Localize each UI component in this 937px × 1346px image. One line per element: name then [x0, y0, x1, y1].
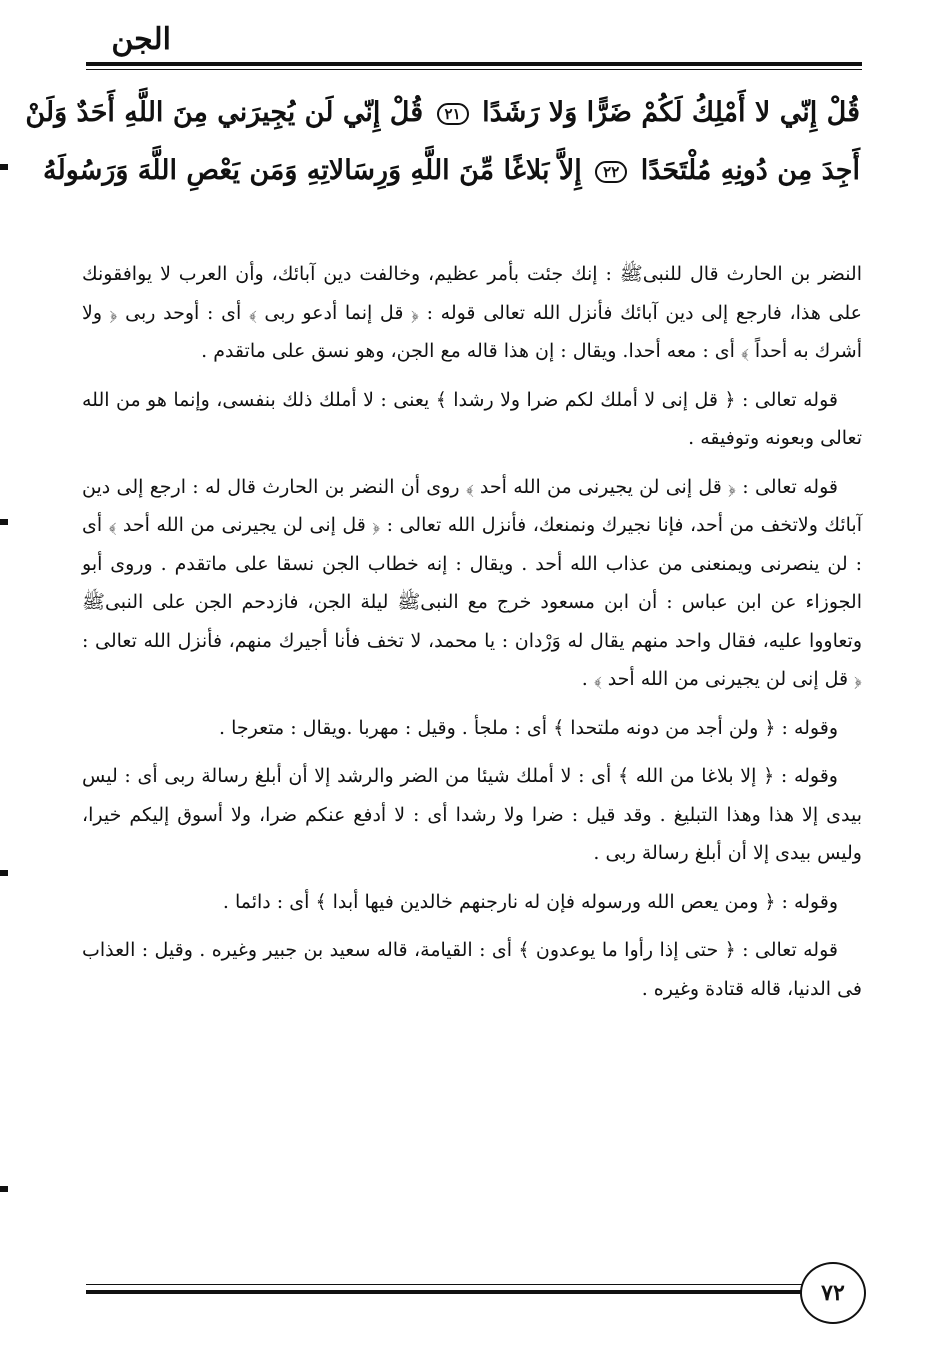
surah-title: الجن — [111, 22, 171, 57]
header-rule-bottom — [86, 69, 862, 70]
commentary-paragraph: وقوله : ﴿ ولن أجد من دونه ملتحدا ﴾ أى : ملجأ . وقيل : مهربا .ويقال : متعرجا . — [219, 716, 838, 739]
header-rule-top — [86, 62, 862, 66]
quran-line-1 — [25, 84, 860, 142]
commentary-paragraph: قوله تعالى : ﴿ حتى إذا رأوا ما يوعدون ﴾ أى : القيامة، قاله سعيد بن جبير وغيره . وقيل : العذاب فى الدنيا، قاله قتادة وغيره . — [82, 939, 862, 1000]
page-number: ٧٢ — [821, 1280, 845, 1306]
ayah-number-21: ٢١ — [437, 103, 469, 125]
commentary-paragraph: قوله تعالى : ﴿ قل إنى لن يجيرنى من الله أحد ﴾ روى أن النضر بن الحارث قال له : ارجع إلى دين آبائك ولاتخف من أحد، فإنا نجيرك ونمنعك، فأنزل الله تعالى : ﴿ قل إنى لن يجيرنى من الله أحد ﴾ أى : لن ينصرنى ويمنعنى من عذاب الله أحد . ويقال : إنه خطاب الجن نسقا على ماتقدم . وروى أبو الجوزاء عن ابن عباس : أن ابن مسعود خرج مع النبىﷺ ليلة الجن، فازدحم الجن على النبىﷺ وتعاووا عليه، فقال واحد منهم يقال له وَرْدان : يا محمد، لا تخف فأنا أجيرك منهم، فأنزل الله تعالى : ﴿ قل إنى لن يجيرنى من الله أحد ﴾ . — [82, 475, 862, 690]
commentary-body — [82, 255, 862, 1018]
quran-line-2-part-a: أَجِدَ مِن دُونِهِ مُلْتَحَدًا — [640, 155, 860, 186]
margin-mark — [0, 870, 8, 876]
footer-rule-bottom — [86, 1290, 802, 1294]
page-number-badge — [800, 1262, 866, 1324]
quran-verses — [25, 84, 860, 200]
footer-rule-top — [86, 1284, 802, 1285]
commentary-paragraph: النضر بن الحارث قال للنبىﷺ : إنك جئت بأمر عظيم، وخالفت دين آبائك، وأن العرب لا يوافقونك على هذا، فارجع إلى دين آبائك فأنزل الله تعالى قوله : ﴿ قل إنما أدعو ربى ﴾ أى : أوحد ربى ﴿ ولا أشرك به أحداً ﴾ أى : معه أحدا. ويقال : إن هذا قاله مع الجن، وهو نسق على ماتقدم . — [82, 263, 862, 362]
margin-mark — [0, 164, 8, 170]
quran-line-1-part-b: قُلْ إِنّي لَن يُجِيرَني مِنَ اللَّهِ أَحَدٌ وَلَنْ — [25, 97, 424, 128]
ayah-number-22: ٢٢ — [595, 161, 627, 183]
quran-line-1-part-a: قُلْ إِنّي لا أَمْلِكُ لَكُمْ ضَرًّا وَلا رَشَدًا — [482, 97, 860, 128]
margin-mark — [0, 1186, 8, 1192]
quran-line-2 — [43, 142, 860, 200]
commentary-paragraph: وقوله : ﴿ ومن يعص الله ورسوله فإن له نارجنهم خالدين فيها أبدا ﴾ أى : دائما . — [222, 890, 838, 913]
commentary-paragraph: قوله تعالى : ﴿ قل إنى لا أملك لكم ضرا ولا رشدا ﴾ يعنى : لا أملك ذلك بنفسى، وإنما هو من الله تعالى وبعونه وتوفيقه . — [82, 388, 862, 449]
margin-mark — [0, 519, 8, 525]
quran-line-2-part-b: إِلاَّ بَلاغًا مِّنَ اللَّهِ وَرِسَالاتِهِ وَمَن يَعْصِ اللَّهَ وَرَسُولَهُ — [43, 155, 582, 186]
commentary-paragraph: وقوله : ﴿ إلا بلاغا من الله ﴾ أى : لا أملك شيئا من الضر والرشد إلا أن أبلغ رسالة ربى أى : ليس بيدى إلا هذا وهذا التبليغ . وقد قيل : ضرا ولا رشدا أى : لا أدفع عنكم ضرا، ولا أسوق إليكم خيرا، وليس بيدى إلا أن أبلغ رسالة ربى . — [82, 765, 862, 864]
